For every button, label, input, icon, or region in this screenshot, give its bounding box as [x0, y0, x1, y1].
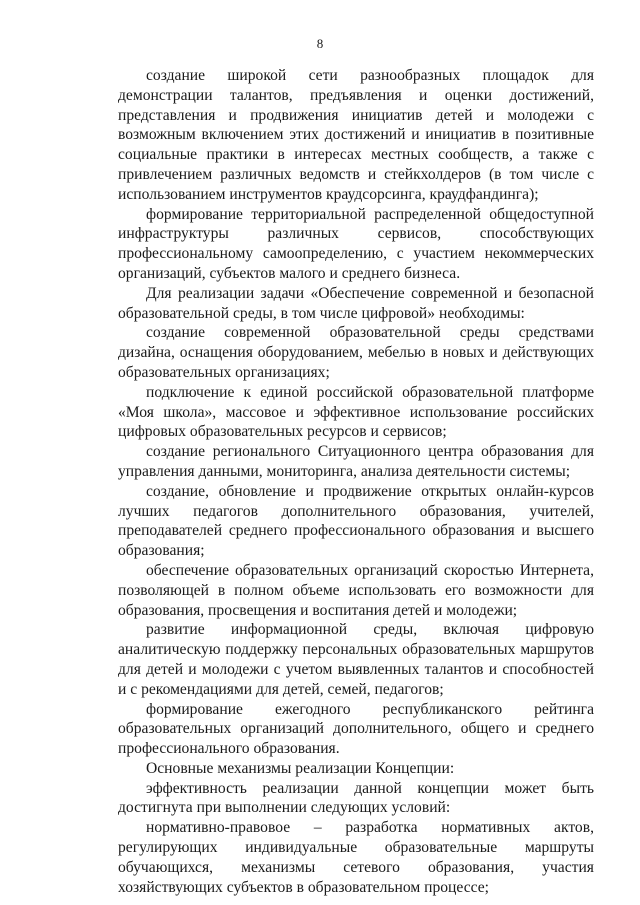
- paragraph-situation-center: создание регионального Ситуационного центра образования для управления данными, мониторинга, анализа деятельности системы;: [118, 443, 594, 480]
- paragraph-modern-environment: создание современной образовательной среды средствами дизайна, оснащения оборудованием, мебелью в новых и действующих образовательных организациях;: [118, 324, 594, 381]
- paragraph-platforms-network: создание широкой сети разнообразных площадок для демонстрации талантов, предъявления и оценки достижений, представления и продвижения инициатив детей и молодежи с возможным включением этих достижений и инициатив в позитивные социальные практики в интересах местных сообществ, а также с привлечением различных ведомств и стейкхолдеров (в том числе с использованием инструментов краудсорсинга, краудфандинга);: [118, 67, 594, 203]
- paragraph-efficiency-conditions: эффективность реализации данной концепции может быть достигнута при выполнении следующих условий:: [118, 779, 594, 817]
- paragraph-my-school-platform: подключение к единой российской образовательной платформе «Моя школа», массовое и эффективное использование российских цифровых образовательных ресурсов и сервисов;: [118, 383, 594, 441]
- paragraph-mechanisms-heading: Основные механизмы реализации Концепции:: [146, 759, 455, 777]
- page-number: 8: [316, 36, 324, 51]
- paragraph-task-intro: Для реализации задачи «Обеспечение современной и безопасной образовательной среды, в том числе цифровой» необходимы:: [118, 284, 594, 322]
- paragraph-regulatory: нормативно-правовое – разработка нормативных актов, регулирующих индивидуальные образовательные маршруты обучающихся, механизмы сетевого образования, участия хозяйствующих субъектов в образовательном процессе;: [118, 819, 594, 896]
- paragraph-annual-rating: формирование ежегодного республиканского рейтинга образовательных организаций дополнительного, общего и среднего профессионального образования.: [118, 700, 594, 758]
- document-body: [118, 66, 594, 897]
- paragraph-information-environment: развитие информационной среды, включая цифровую аналитическую поддержку персональных образовательных маршрутов для детей и молодежи с учетом выявленных талантов и способностей и с рекомендациями для детей, семей, педагогов;: [118, 621, 594, 698]
- paragraph-internet-speed: обеспечение образовательных организаций скоростью Интернета, позволяющей в полном объеме использовать его возможности для образования, просвещения и воспитания детей и молодежи;: [118, 561, 594, 619]
- paragraph-online-courses: создание, обновление и продвижение открытых онлайн-курсов лучших педагогов дополнительного образования, учителей, преподавателей среднего профессионального образования и высшего образования;: [118, 482, 594, 560]
- paragraph-infrastructure: формирование территориальной распределенной общедоступной инфраструктуры различных сервисов, способствующих профессиональному самоопределению, с участием некоммерческих организаций, субъектов малого и среднего бизнеса.: [118, 205, 594, 282]
